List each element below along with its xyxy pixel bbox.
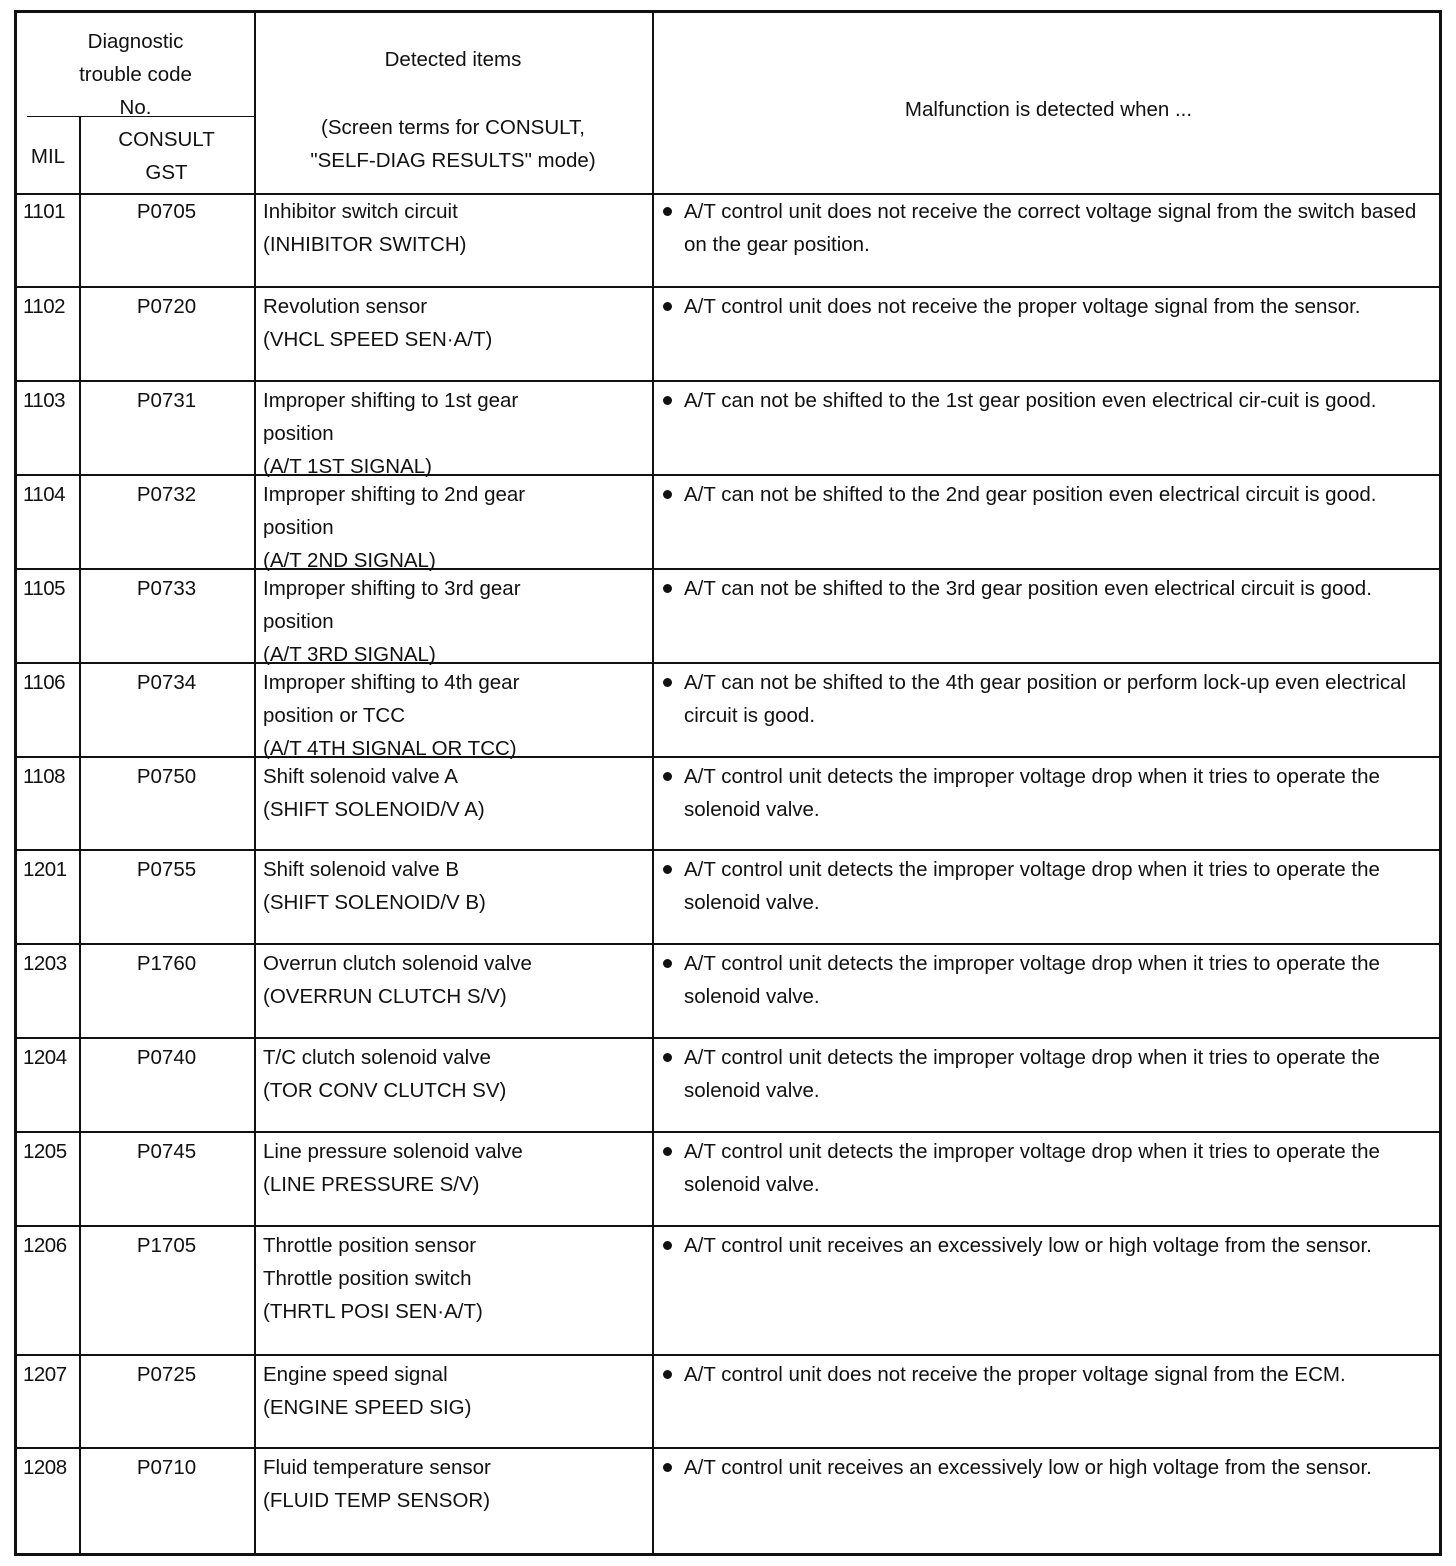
table-row bbox=[17, 849, 1439, 943]
consult-code: P0725 bbox=[136, 1363, 197, 1386]
detected-item: Overrun clutch solenoid valve (OVERRUN CLUTCH S/V) bbox=[263, 952, 532, 1008]
table-row bbox=[17, 1354, 1439, 1447]
header-consult-gst: CONSULT GST bbox=[118, 128, 215, 184]
table-row bbox=[17, 1225, 1439, 1354]
bullet-icon bbox=[663, 772, 672, 781]
malfunction-cell bbox=[662, 666, 1442, 732]
header-screen-terms: (Screen terms for CONSULT, "SELF-DIAG RESULTS" mode) bbox=[310, 116, 596, 172]
detected-item: Shift solenoid valve B (SHIFT SOLENOID/V B) bbox=[263, 858, 486, 914]
bullet-icon bbox=[663, 207, 672, 216]
malfunction-cell bbox=[662, 290, 1442, 323]
consult-code: P0745 bbox=[136, 1140, 197, 1163]
malfunction-cell bbox=[662, 1451, 1442, 1484]
malfunction-text: A/T control unit detects the improper voltage drop when it tries to operate the solenoid valve. bbox=[684, 952, 1380, 1008]
malfunction-text: A/T can not be shifted to the 3rd gear position even electrical circuit is good. bbox=[684, 577, 1372, 600]
consult-code: P0731 bbox=[136, 389, 197, 412]
malfunction-text: A/T can not be shifted to the 1st gear position even electrical cir-cuit is good. bbox=[684, 389, 1377, 412]
mil-code: 1206 bbox=[23, 1234, 67, 1257]
malfunction-cell bbox=[662, 195, 1442, 261]
consult-code: P0755 bbox=[136, 858, 197, 881]
malfunction-text: A/T control unit detects the improper voltage drop when it tries to operate the solenoid valve. bbox=[684, 1046, 1380, 1102]
consult-code: P1705 bbox=[136, 1234, 197, 1257]
malfunction-cell bbox=[662, 947, 1442, 1013]
consult-code: P0720 bbox=[136, 295, 197, 318]
consult-code: P0734 bbox=[136, 671, 197, 694]
malfunction-text: A/T control unit does not receive the proper voltage signal from the sensor. bbox=[684, 295, 1361, 318]
table-row bbox=[17, 1037, 1439, 1131]
bullet-icon bbox=[663, 1241, 672, 1250]
malfunction-text: A/T can not be shifted to the 4th gear position or perform lock-up even electrical circuit is good. bbox=[684, 671, 1407, 727]
header-subdivider bbox=[27, 116, 254, 117]
table-body bbox=[17, 193, 1439, 1554]
malfunction-cell bbox=[662, 1358, 1442, 1391]
table-row bbox=[17, 474, 1439, 572]
bullet-icon bbox=[663, 490, 672, 499]
header-diag-code: Diagnostic trouble code No. bbox=[79, 30, 192, 119]
detected-item: Improper shifting to 1st gear position (A/T 1ST SIGNAL) bbox=[263, 389, 519, 478]
bullet-icon bbox=[663, 959, 672, 968]
mil-code: 1108 bbox=[23, 765, 66, 788]
mil-code: 1208 bbox=[23, 1456, 67, 1479]
detected-item: T/C clutch solenoid valve (TOR CONV CLUTCH SV) bbox=[263, 1046, 507, 1102]
mil-code: 1201 bbox=[23, 858, 67, 881]
malfunction-cell bbox=[662, 760, 1442, 826]
bullet-icon bbox=[663, 1147, 672, 1156]
malfunction-cell bbox=[662, 572, 1442, 605]
detected-item: Improper shifting to 3rd gear position (A/T 3RD SIGNAL) bbox=[263, 577, 521, 666]
detected-item: Revolution sensor (VHCL SPEED SEN·A/T) bbox=[263, 295, 493, 351]
table-row bbox=[17, 1131, 1439, 1225]
detected-item: Engine speed signal (ENGINE SPEED SIG) bbox=[263, 1363, 472, 1419]
table-row bbox=[17, 568, 1439, 666]
mil-code: 1101 bbox=[23, 200, 66, 223]
detected-item: Line pressure solenoid valve (LINE PRESSURE S/V) bbox=[263, 1140, 523, 1196]
consult-code: P0705 bbox=[136, 200, 197, 223]
header-malfunction: Malfunction is detected when ... bbox=[904, 98, 1193, 121]
consult-code: P0732 bbox=[136, 483, 197, 506]
malfunction-cell bbox=[662, 478, 1442, 511]
malfunction-cell bbox=[662, 1135, 1442, 1201]
consult-code: P0740 bbox=[136, 1046, 197, 1069]
consult-code: P0733 bbox=[136, 577, 197, 600]
mil-code: 1204 bbox=[23, 1046, 67, 1069]
header-mil: MIL bbox=[30, 145, 66, 168]
bullet-icon bbox=[663, 865, 672, 874]
malfunction-cell bbox=[662, 853, 1442, 919]
bullet-icon bbox=[663, 1370, 672, 1379]
table-row bbox=[17, 1447, 1439, 1554]
mil-code: 1207 bbox=[23, 1363, 67, 1386]
mil-code: 1105 bbox=[23, 577, 66, 600]
consult-code: P1760 bbox=[136, 952, 197, 975]
table-row bbox=[17, 193, 1439, 286]
malfunction-text: A/T control unit detects the improper voltage drop when it tries to operate the solenoid valve. bbox=[684, 1140, 1380, 1196]
detected-item: Throttle position sensor Throttle position switch (THRTL POSI SEN·A/T) bbox=[263, 1234, 483, 1323]
bullet-icon bbox=[663, 1053, 672, 1062]
table-row bbox=[17, 943, 1439, 1037]
malfunction-cell bbox=[662, 1041, 1442, 1107]
malfunction-text: A/T control unit detects the improper voltage drop when it tries to operate the solenoid valve. bbox=[684, 765, 1380, 821]
table-row bbox=[17, 380, 1439, 478]
table-row bbox=[17, 286, 1439, 380]
detected-item: Inhibitor switch circuit (INHIBITOR SWITCH) bbox=[263, 200, 467, 256]
bullet-icon bbox=[663, 584, 672, 593]
table-row bbox=[17, 662, 1439, 760]
detected-item: Shift solenoid valve A (SHIFT SOLENOID/V A) bbox=[263, 765, 485, 821]
malfunction-text: A/T control unit receives an excessively low or high voltage from the sensor. bbox=[684, 1456, 1372, 1479]
header-detected-items: Detected items bbox=[384, 48, 522, 71]
mil-code: 1104 bbox=[23, 483, 66, 506]
diagnostic-code-table bbox=[14, 10, 1442, 1556]
bullet-icon bbox=[663, 302, 672, 311]
detected-item: Improper shifting to 4th gear position or TCC (A/T 4TH SIGNAL OR TCC) bbox=[263, 671, 520, 760]
malfunction-text: A/T can not be shifted to the 2nd gear position even electrical circuit is good. bbox=[684, 483, 1377, 506]
bullet-icon bbox=[663, 1463, 672, 1472]
mil-code: 1106 bbox=[23, 671, 66, 694]
detected-item: Improper shifting to 2nd gear position (A/T 2ND SIGNAL) bbox=[263, 483, 526, 572]
bullet-icon bbox=[663, 678, 672, 687]
consult-code: P0710 bbox=[136, 1456, 197, 1479]
detected-item: Fluid temperature sensor (FLUID TEMP SENSOR) bbox=[263, 1456, 491, 1512]
mil-code: 1205 bbox=[23, 1140, 67, 1163]
table-row bbox=[17, 756, 1439, 849]
bullet-icon bbox=[663, 396, 672, 405]
consult-code: P0750 bbox=[136, 765, 197, 788]
malfunction-text: A/T control unit receives an excessively low or high voltage from the sensor. bbox=[684, 1234, 1372, 1257]
mil-code: 1102 bbox=[23, 295, 66, 318]
malfunction-text: A/T control unit does not receive the correct voltage signal from the switch based on the gear position. bbox=[684, 200, 1417, 256]
mil-code: 1203 bbox=[23, 952, 67, 975]
malfunction-text: A/T control unit detects the improper voltage drop when it tries to operate the solenoid valve. bbox=[684, 858, 1380, 914]
malfunction-cell bbox=[662, 1229, 1442, 1262]
malfunction-cell bbox=[662, 384, 1442, 417]
malfunction-text: A/T control unit does not receive the proper voltage signal from the ECM. bbox=[684, 1363, 1346, 1386]
mil-code: 1103 bbox=[23, 389, 66, 412]
